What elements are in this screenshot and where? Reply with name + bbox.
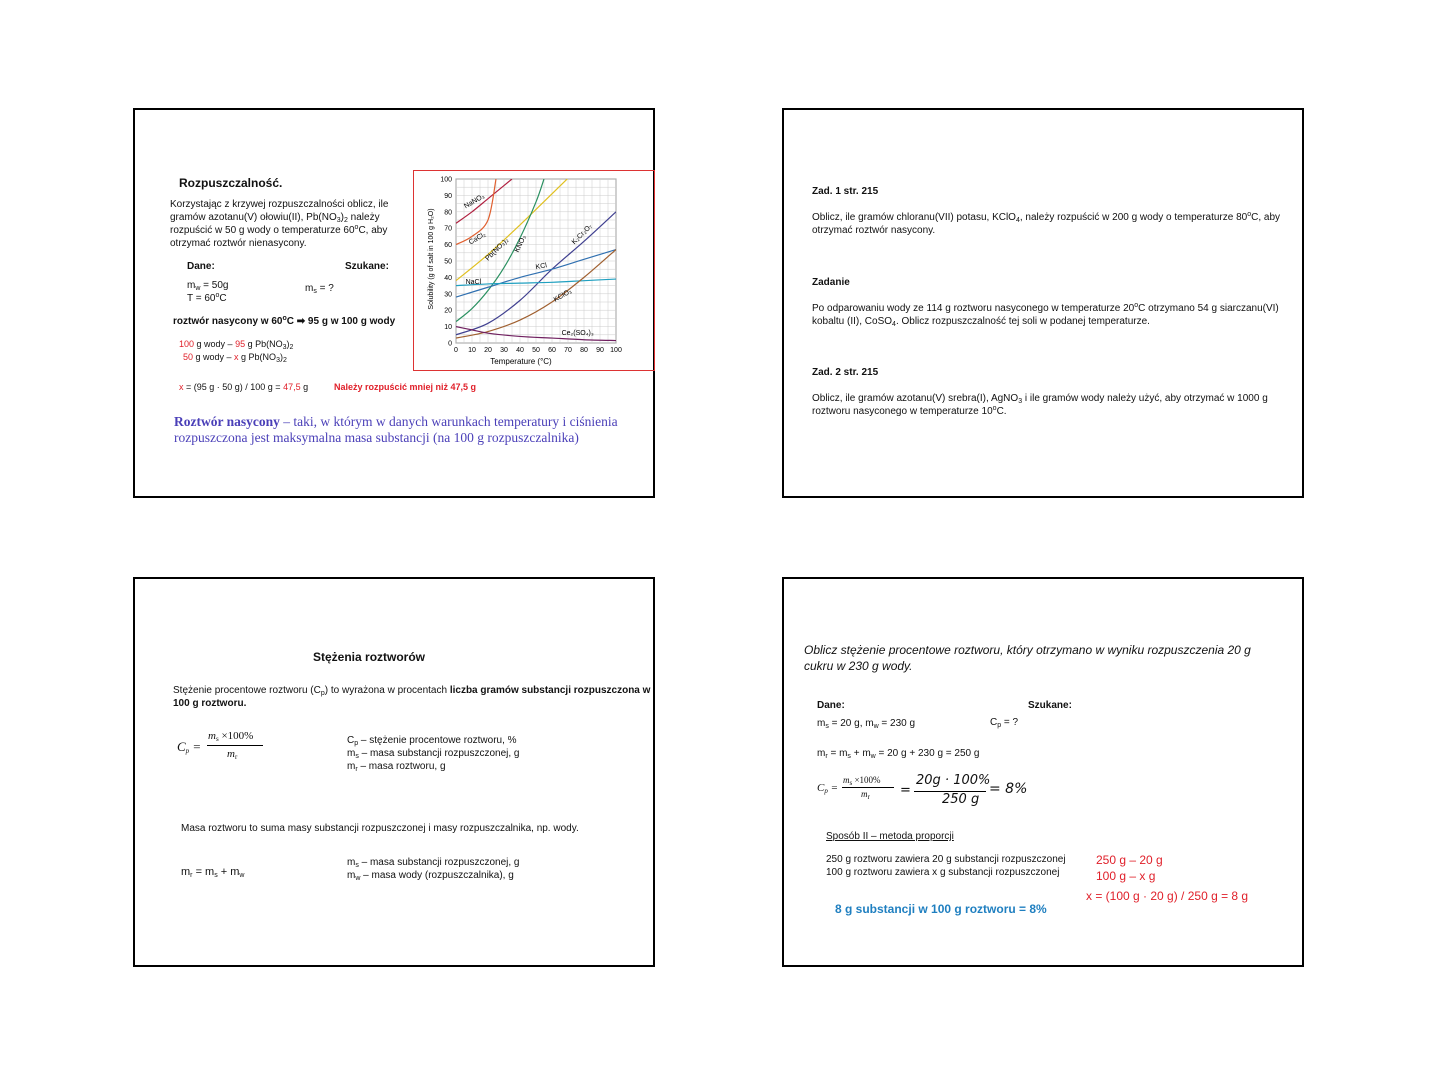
series-label: Pb(NO₃)₂ xyxy=(484,236,511,263)
solubility-chart xyxy=(414,171,654,370)
exercise-3-title: Zad. 2 str. 215 xyxy=(812,367,879,378)
sought-value: $C_p$ = ? xyxy=(990,717,1019,729)
exercise-3-text: Oblicz, ile gramów azotanu(V) srebra(I), AgNO$_3$ i ile gramów wody należy użyć, aby otrzymać w 1000 g roztworu nasyconego w temperaturze 10$^o$C. xyxy=(812,393,1268,417)
y-tick-label: 80 xyxy=(444,209,452,217)
x-tick-label: 50 xyxy=(532,347,540,354)
given-values: $m_s = 20$ g, $m_w = 230$ g xyxy=(817,718,916,730)
handwritten-equals: = xyxy=(900,783,911,798)
percent-formula: $C_p$ = $m_s \times 100\%$ $m_r$ xyxy=(817,775,907,811)
x-tick-label: 80 xyxy=(580,347,588,354)
proportion-result: x = (100 g · 20 g) / 250 g = 8 g xyxy=(1086,889,1249,903)
solution-mass: $m_r = m_s + m_w = 20$ g + 230 g = 250 g xyxy=(817,748,980,760)
series-label: KClO₃ xyxy=(552,287,574,304)
series-label: CaCl₂ xyxy=(467,231,488,247)
formula-legend: $C_p$ – stężenie procentowe roztworu, % $m_s$ – masa substancji rozpuszczonej, g $m_r$ – masa roztworu, g xyxy=(347,735,520,773)
series-label: KNO₃ xyxy=(513,234,528,254)
proportion-red: 250 g – 20 g 100 g – x g xyxy=(1096,853,1163,883)
x-tick-label: 70 xyxy=(564,347,572,354)
intro-text: Korzystając z krzywej rozpuszczalności oblicz, ile gramów azotanu(V) ołowiu(II), $Pb(NO_3)_2$ należy rozpuścić w 50 g wody o temperaturze 60$^o$C, aby otrzymać roztwór nienasycony. xyxy=(170,199,389,249)
x-tick-label: 40 xyxy=(516,347,524,354)
y-tick-label: 70 xyxy=(444,225,452,233)
series-label: KCl xyxy=(535,262,548,272)
slide-exercises xyxy=(782,108,1304,498)
x-tick-label: 0 xyxy=(454,347,458,354)
handwritten-denominator: 250 g xyxy=(942,792,980,807)
mass-definition: Masa roztworu to suma masy substancji rozpuszczonej i masy rozpuszczalnika, np. wody. xyxy=(181,823,579,834)
y-tick-label: 40 xyxy=(444,274,452,282)
dane-label: Dane: xyxy=(817,700,845,711)
x-tick-label: 60 xyxy=(548,347,556,354)
intro-text: Stężenie procentowe roztworu $(C_p)$ to wyrażona w procentach liczba gramów substancji rozpuszczona w 100 g roztworu. xyxy=(173,685,651,709)
szukane-label: Szukane: xyxy=(345,261,389,272)
final-result: 8 g substancji w 100 g roztworu = 8% xyxy=(835,902,1047,916)
slide-solubility xyxy=(133,108,655,498)
mass-legend: $m_s$ – masa substancji rozpuszczonej, g $m_w$ – masa wody (rozpuszczalnika), g xyxy=(347,857,520,882)
x-tick-label: 90 xyxy=(596,347,604,354)
series-label: Ce₂(SO₄)₃ xyxy=(561,329,594,337)
proportion: 100 g wody – 95 g $Pb(NO_3)_2$ 50 g wody – x g $Pb(NO_3)_2$ xyxy=(179,339,294,364)
method-heading: Sposób II – metoda proporcji xyxy=(826,831,954,842)
answer: Należy rozpuścić mniej niż 47,5 g xyxy=(334,382,477,392)
exercise-1-title: Zad. 1 str. 215 xyxy=(812,186,879,197)
y-tick-label: 90 xyxy=(444,192,452,200)
series-label: NaNO₃ xyxy=(463,193,486,211)
definition: Roztwór nasycony – taki, w którym w danych warunkach temperatury i ciśnienia rozpuszczona jest maksymalna masa substancji (na 100 g rozpuszczalnika) xyxy=(174,414,618,445)
x-tick-label: 30 xyxy=(500,347,508,354)
y-tick-label: 0 xyxy=(448,340,452,348)
mass-formula: $m_r = m_s + m_w$ xyxy=(181,866,245,879)
slide-concentrations xyxy=(133,577,655,967)
y-tick-label: 20 xyxy=(444,307,452,315)
y-tick-label: 10 xyxy=(444,324,452,332)
given-values: $m_w = 50g$ $T = 60^oC$ xyxy=(187,280,229,304)
y-tick-label: 50 xyxy=(444,258,452,266)
percent-concentration-formula: $C_p$ = $m_s \times 100\%$ $m_r$ xyxy=(177,730,277,774)
slide-example xyxy=(782,577,1304,967)
y-axis-label: Solubility (g of salt in 100 g H₂O) xyxy=(428,208,435,310)
y-tick-label: 100 xyxy=(440,176,452,184)
series-label: K₂Cr₂O₇ xyxy=(570,223,594,247)
y-tick-label: 30 xyxy=(444,291,452,299)
exercise-2-title: Zadanie xyxy=(812,277,850,288)
calculation: x = (95 g · 50 g) / 100 g = 47,5 g xyxy=(179,382,309,392)
exercise-2-text: Po odparowaniu wody ze 114 g roztworu nasyconego w temperaturze 20$^o$C otrzymano 54 g siarczanu(VI) kobaltu (II), CoSO$_4$. Oblicz rozpuszczalność tej soli w podanej temperaturze. xyxy=(812,302,1279,328)
slide-title: Stężenia roztworów xyxy=(313,650,426,664)
dane-label: Dane: xyxy=(187,261,215,272)
solubility-chart-frame xyxy=(413,170,655,371)
proportion-text: 250 g roztworu zawiera 20 g substancji rozpuszczonej 100 g roztworu zawiera x g substancji rozpuszczonej xyxy=(826,854,1066,878)
handwritten-result: = 8% xyxy=(989,781,1028,797)
x-tick-label: 20 xyxy=(484,347,492,354)
slide-title: Rozpuszczalność. xyxy=(179,176,283,190)
exercise-1-text: Oblicz, ile gramów chloranu(VII) potasu, KClO$_4$, należy rozpuścić w 200 g wody o temperaturze 80$^o$C, aby otrzymać roztwór nasycony. xyxy=(812,211,1281,236)
szukane-label: Szukane: xyxy=(1028,700,1072,711)
x-axis-label: Temperature (°C) xyxy=(490,357,552,366)
series-label: NaCl xyxy=(465,278,482,286)
x-tick-label: 10 xyxy=(468,347,476,354)
x-tick-label: 100 xyxy=(610,347,622,354)
saturated-solution-line: roztwór nasycony w 60$^o$C ➡ 95 g w 100 g wody xyxy=(173,315,396,327)
y-tick-label: 60 xyxy=(444,242,452,250)
sought-value: $m_s$ = ? xyxy=(305,283,334,295)
handwritten-numerator: 20g · 100% xyxy=(916,773,991,788)
task-text: Oblicz stężenie procentowe roztworu, który otrzymano w wyniku rozpuszczenia 20 g cukru w 230 g wody. xyxy=(804,643,1251,673)
